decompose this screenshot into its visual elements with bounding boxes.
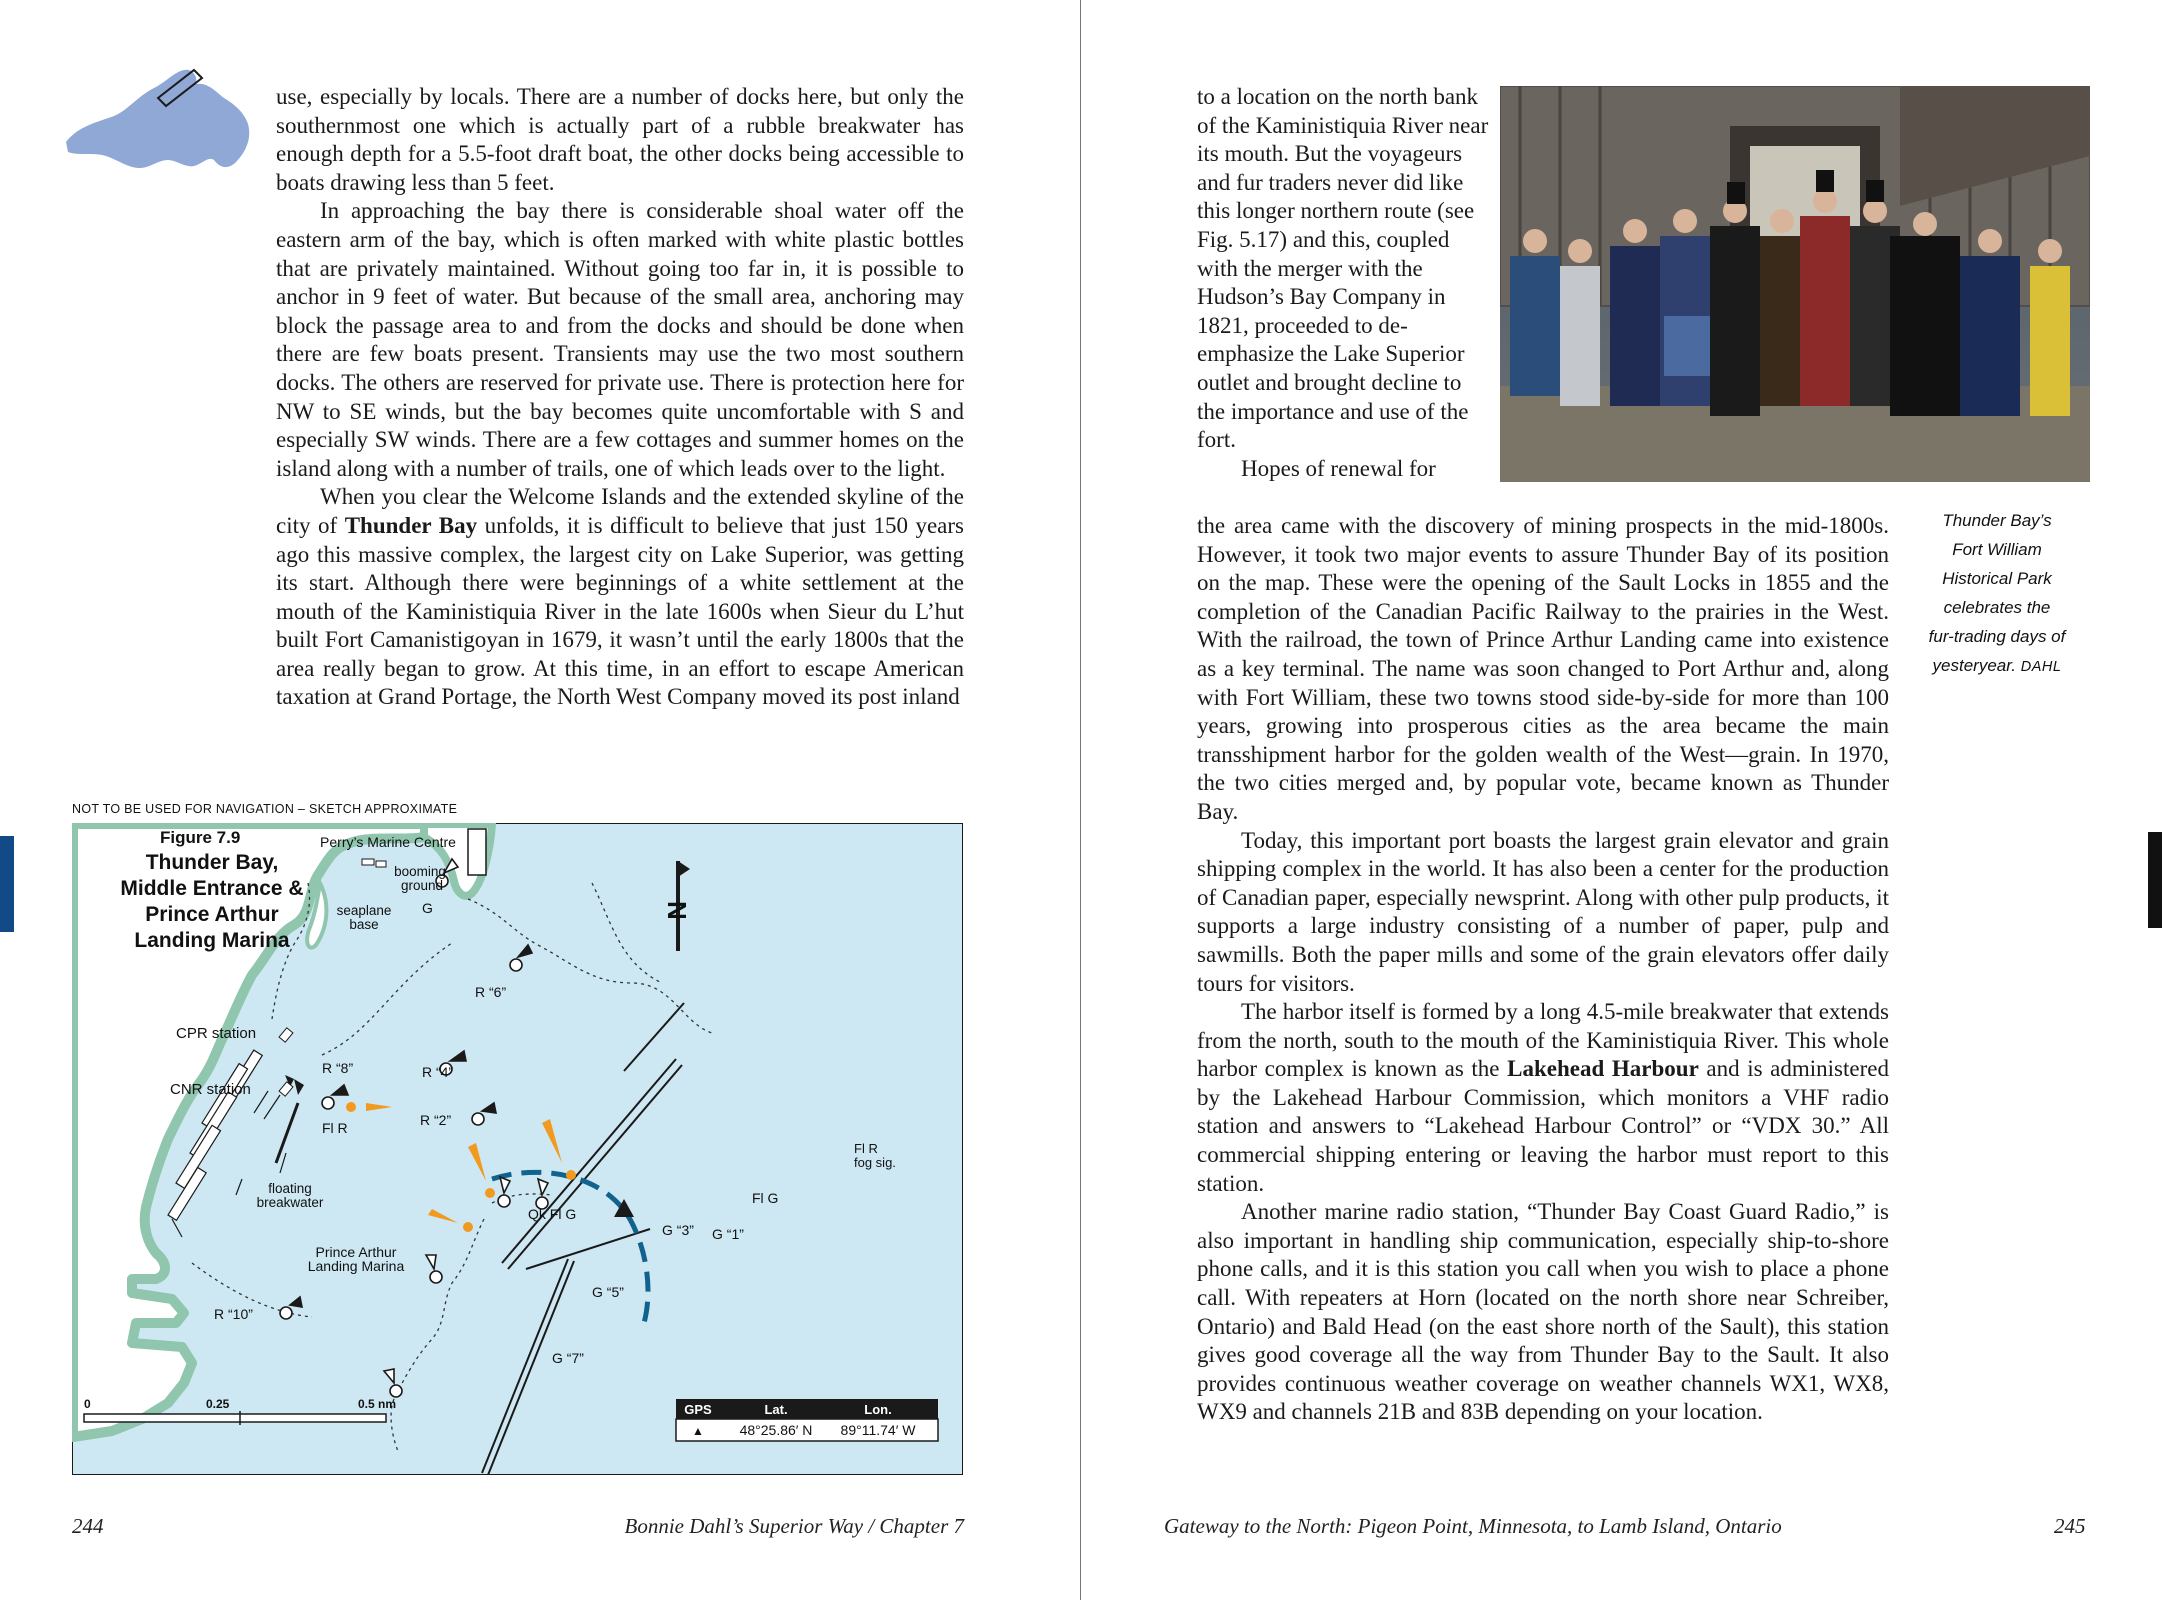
- running-head-right: Gateway to the North: Pigeon Point, Minnesota, to Lamb Island, Ontario: [1164, 1514, 1782, 1538]
- page-number-right: 245: [2054, 1514, 2086, 1538]
- map-title-line-2: Middle Entrance &: [120, 877, 304, 900]
- paragraph: [1197, 1198, 1889, 1427]
- text-run: unfolds, it is difficult to believe that just 150 years ago this massive complex, the largest city on Lake Superior, was getting its start. Although there were beginnings of a white settlement at the mouth of the Kaministiquia River in the late 1600s when Sieur du L’hut built Fort Camanistigoyan in 1679, it wasn’t until the early 1800s that the area really began to grow. At this time, in an effort to escape American taxation at Grand Portage, the North West Company moved its post inland: [276, 512, 964, 710]
- label-g5: G “5”: [592, 1284, 624, 1300]
- caption-line-5: fur-trading days of: [1928, 627, 2066, 646]
- label-pal-2: Landing Marina: [307, 1258, 405, 1274]
- chapter-tab-left: [0, 836, 14, 932]
- gps-head-lon: Lon.: [864, 1402, 892, 1417]
- text-run: Hopes of renewal for: [1241, 455, 1436, 481]
- caption-line-3: Historical Park: [1942, 569, 2052, 588]
- left-page-body: [276, 83, 964, 712]
- paragraph: [1197, 83, 1489, 455]
- harbor-map-chart: [72, 823, 963, 1475]
- gps-head-lat: Lat.: [764, 1402, 788, 1417]
- label-g1: G “1”: [712, 1226, 744, 1242]
- gps-table: [676, 1399, 938, 1441]
- label-r8: R “8”: [322, 1060, 354, 1076]
- right-page-body: [1197, 512, 1889, 1427]
- right-page-body-narrow: [1197, 83, 1489, 483]
- chapter-tab-right: [2148, 832, 2162, 928]
- gps-lat: 48°25.86′ N: [739, 1422, 813, 1438]
- paragraph: [276, 197, 964, 483]
- photo-credit: DAHL: [2020, 659, 2062, 675]
- scale-025: 0.25: [206, 1397, 230, 1411]
- label-perrys: Perry’s Marine Centre: [320, 834, 456, 850]
- map-disclaimer: NOT TO BE USED FOR NAVIGATION – SKETCH APPROXIMATE: [72, 802, 458, 816]
- label-fl-g: Fl G: [752, 1190, 779, 1206]
- gps-lon: 89°11.74′ W: [840, 1422, 916, 1438]
- label-g3: G “3”: [662, 1222, 694, 1238]
- label-seaplane-2: base: [349, 917, 379, 932]
- label-booming-2: ground: [400, 878, 444, 893]
- label-qk-fl-g: Qk Fl G: [528, 1206, 577, 1222]
- label-r2: R “2”: [420, 1112, 452, 1128]
- paragraph: [276, 483, 964, 712]
- caption-line-2: Fort William: [1952, 540, 2042, 559]
- text-run: to a location on the north bank of the Kaministiquia River near its mouth. But the voyageurs and fur traders never did like this longer northern route (see Fig. 5.17) and this, coupled with the merger with the Hudson’s Bay Company in 1821, proceeded to de-emphasize the Lake Superior outlet and brought decline to the importance and use of the fort.: [1197, 84, 1489, 453]
- north-label: N: [662, 901, 692, 920]
- map-title-line-4: Landing Marina: [134, 929, 290, 952]
- label-fl-r-fog-2: fog sig.: [854, 1155, 896, 1170]
- caption-line-1: Thunder Bay’s: [1942, 511, 2052, 530]
- fort-william-photo: [1500, 86, 2090, 482]
- caption-line-4: celebrates the: [1943, 598, 2051, 617]
- text-run: The harbor itself is formed by a long 4.5-mile breakwater that extends from the north, south to the mouth of the Kaministiquia River. This whole harbor complex is known as the: [1197, 999, 1889, 1082]
- label-floating-2: breakwater: [256, 1195, 324, 1210]
- gps-symbol: ▲: [692, 1424, 704, 1438]
- label-r4: R “4”: [422, 1064, 454, 1080]
- label-fl-r-fog-1: Fl R: [854, 1141, 878, 1156]
- text-run: In approaching the bay there is considerable shoal water off the eastern arm of the bay, which is often marked with white plastic bottles that are privately maintained. Without going too far in, it is possible to anchor in 9 feet of water. But because of the small area, anchoring may block the passage area to and from the docks and should be done when there are few boats present. Transients may use the two most southern docks. The others are reserved for private use. There is protection here for NW to SE winds, but the bay becomes quite uncomfortable with S and especially SW winds. There are a few cottages and summer homes on the island along with a number of trails, one of which leads over to the light.: [276, 198, 964, 481]
- text-run: the area came with the discovery of mining prospects in the mid-1800s. However, it took two major events to assure Thunder Bay of its position on the map. These were the opening of the Sault Locks in 1855 and the completion of the Canadian Pacific Railway to the prairies in the West. With the railroad, the town of Prince Arthur Landing came into existence as a key terminal. The name was soon changed to Port Arthur and, along with Fort William, these two towns stood side-by-side for more than 100 years, growing into prosperous cities as the area became the main transshipment harbor for the golden wealth of the West—grain. In 1970, the two cities merged and, by popular vote, became known as Thunder Bay.: [1197, 513, 1889, 824]
- label-cnr-station: CNR station: [170, 1081, 251, 1098]
- label-floating-1: floating: [268, 1181, 312, 1196]
- label-seaplane-1: seaplane: [336, 903, 392, 918]
- map-building: [468, 829, 486, 875]
- running-head-left: Bonnie Dahl’s Superior Way / Chapter 7: [624, 1514, 964, 1538]
- text-run: Another marine radio station, “Thunder Bay Coast Guard Radio,” is also important in handling ship communication, especially ship-to-shore phone calls, and it is this station you call when you wish to place a phone call. With repeaters at Horn (located on the north shore near Schreiber, Ontario) and Bald Head (on the east shore north of the Sault), this station gives good coverage all the way from Thunder Bay to the Sault. It also provides continuous weather coverage on weather channels WX1, WX8, WX9 and channels 21B and 83B depending on your location.: [1197, 1199, 1889, 1425]
- label-pal-1: Prince Arthur: [315, 1244, 397, 1260]
- photo-caption: [1898, 506, 2096, 682]
- scale-0: 0: [84, 1397, 91, 1411]
- label-fl-r: Fl R: [322, 1120, 348, 1136]
- bold-term: Thunder Bay: [344, 512, 478, 538]
- paragraph: [1197, 455, 1489, 484]
- paragraph: [1197, 998, 1889, 1198]
- map-title-line-1: Thunder Bay,: [145, 851, 279, 874]
- label-g-top: G: [422, 900, 433, 916]
- page-number-left: 244: [72, 1514, 104, 1538]
- paragraph: [276, 83, 964, 197]
- label-g7: G “7”: [552, 1350, 584, 1366]
- text-run: Today, this important port boasts the largest grain elevator and grain shipping complex in the world. It has also been a center for the production of Canadian paper, especially newsprint. Along with other pulp products, it supports a large industry consisting of a number of paper, pulp and sawmills. Both the paper mills and some of the grain elevators offer daily tours for visitors.: [1197, 827, 1889, 996]
- text-run: When you clear the Welcome Islands and the extended skyline of the city of: [276, 484, 964, 538]
- paragraph: [1197, 827, 1889, 999]
- caption-line-6: yesteryear.: [1932, 656, 2017, 675]
- label-booming-1: booming: [394, 864, 446, 879]
- lake-superior-icon: [58, 64, 258, 184]
- label-r6: R “6”: [475, 984, 507, 1000]
- figure-number: Figure 7.9: [160, 828, 241, 847]
- paragraph: [1197, 512, 1889, 827]
- label-cpr-station: CPR station: [176, 1025, 257, 1042]
- harbor-map: [72, 823, 963, 1475]
- text-run: and is administered by the Lakehead Harbour Commission, which monitors a VHF radio station and answers to “Lakehead Harbour Control” or “VDX 30.” All commercial shipping entering or leaving the harbor must report to this station.: [1197, 1056, 1889, 1196]
- scale-05: 0.5 nm: [358, 1397, 397, 1411]
- gps-head-gps: GPS: [684, 1402, 712, 1417]
- bold-term: Lakehead Harbour: [1507, 1056, 1699, 1082]
- text-run: use, especially by locals. There are a number of docks here, but only the southernmost one which is actually part of a rubble breakwater has enough depth for a 5.5-foot draft boat, the other docks being accessible to boats drawing less than 5 feet.: [276, 84, 964, 195]
- map-title-line-3: Prince Arthur: [145, 903, 279, 926]
- label-r10: R “10”: [214, 1306, 253, 1322]
